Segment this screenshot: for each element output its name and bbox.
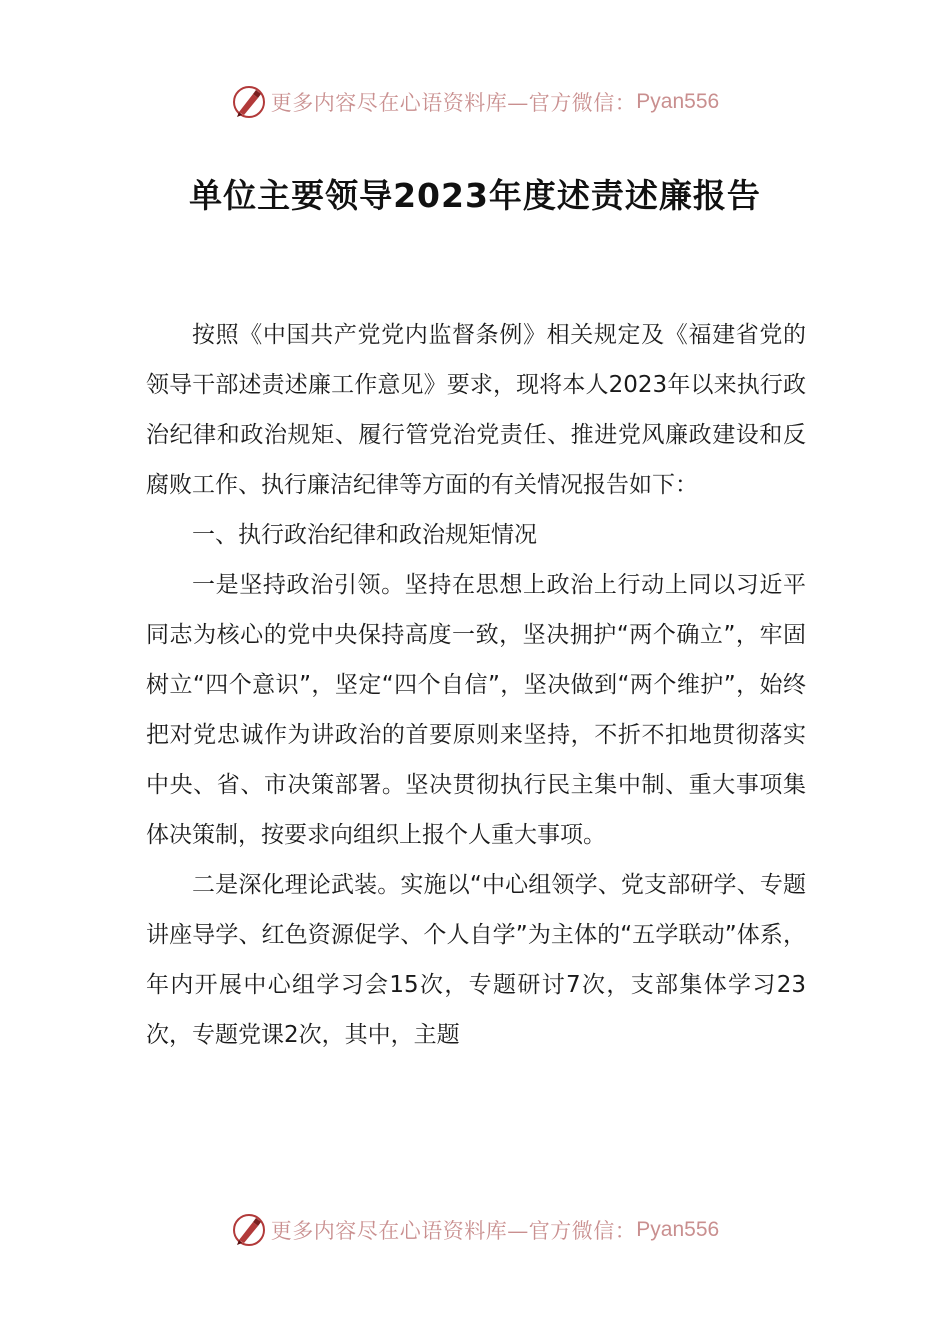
pen-logo-icon — [231, 84, 267, 120]
watermark-text: 更多内容尽在心语资料库—官方微信： — [270, 91, 637, 115]
paragraph-1: 一是坚持政治引领。坚持在思想上政治上行动上同以习近平同志为核心的党中央保持高度一致，坚决拥护“两个确立”，牢固树立“四个意识”，坚定“四个自信”，坚决做到“两个维护”，始终把对党忠诚作为讲政治的首要原则来坚持，不折不扣地贯彻落实中央、省、市决策部署。坚决贯彻执行民主集中制、重大事项集体决策制，按要求向组织上报个人重大事项。 — [146, 572, 806, 848]
watermark-footer — [0, 1208, 950, 1252]
paragraph-2: 二是深化理论武装。实施以“中心组领学、党支部研学、专题讲座导学、红色资源促学、个人自学”为主体的“五学联动”体系，年内开展中心组学习会15次，专题研讨7次，支部集体学习23次，专题党课2次，其中，主题 — [146, 872, 806, 1048]
paragraph-intro: 按照《中国共产党党内监督条例》相关规定及《福建省党的领导干部述责述廉工作意见》要求，现将本人2023年以来执行政治纪律和政治规矩、履行管党治党责任、推进党风廉政建设和反腐败工作、执行廉洁纪律等方面的有关情况报告如下： — [146, 322, 806, 498]
pen-logo-icon — [231, 1212, 267, 1248]
document-title: 单位主要领导2023年度述责述廉报告 — [189, 176, 761, 215]
watermark-text: 更多内容尽在心语资料库—官方微信： — [270, 1219, 637, 1243]
watermark-wechat-id: Pyan556 — [636, 90, 720, 113]
section-heading: 一、执行政治纪律和政治规矩情况 — [192, 522, 537, 548]
watermark-wechat-id: Pyan556 — [636, 1218, 720, 1241]
watermark-header — [0, 80, 950, 124]
document-body — [146, 310, 806, 1060]
